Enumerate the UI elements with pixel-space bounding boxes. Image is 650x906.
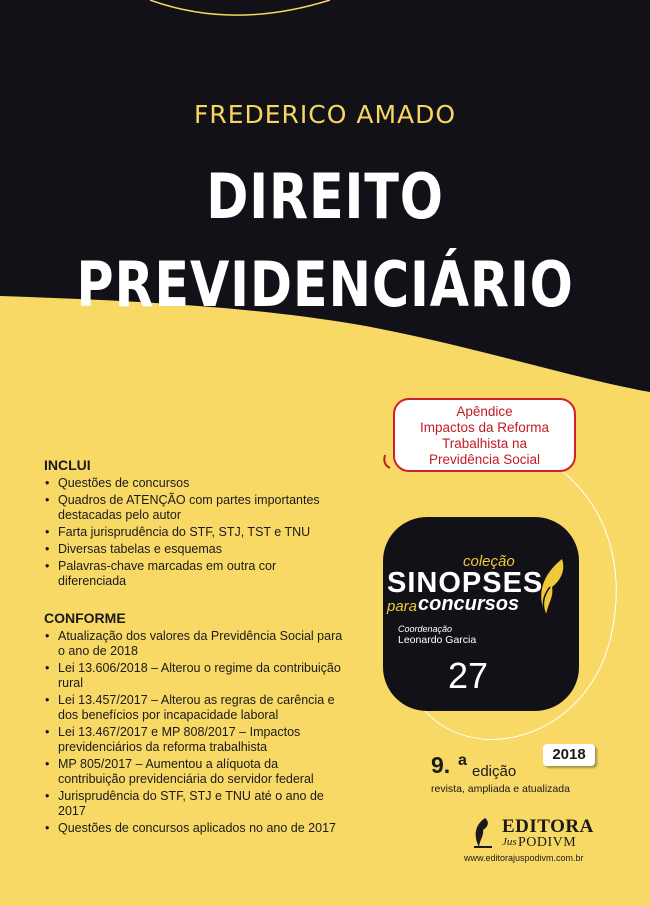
collection-name: SINOPSES — [387, 567, 544, 599]
appendix-line-1: Apêndice — [456, 404, 513, 419]
author-name: FREDERICO AMADO — [193, 100, 457, 129]
appendix-line-2: Impactos da Reforma — [419, 420, 550, 435]
list-item: • Questões de concursos — [44, 476, 344, 491]
coordinator-name: Leonardo Garcia — [398, 634, 477, 646]
title-line-2: PREVIDENCIÁRIO — [76, 248, 574, 321]
conforme-heading: CONFORME — [44, 610, 126, 626]
edition-number: 9. — [431, 752, 451, 778]
list-item: • Lei 13.457/2017 – Alterou as regras de carência e dos benefícios por incapacidade laboral — [44, 693, 344, 723]
collection-concursos: concursos — [418, 593, 520, 615]
list-item: • Questões de concursos aplicados no ano de 2017 — [44, 821, 344, 836]
appendix-line-4: Previdência Social — [428, 452, 541, 467]
conforme-list — [44, 629, 344, 838]
list-item: • Jurisprudência do STF, STJ e TNU até o ano de 2017 — [44, 789, 344, 819]
edition-subtitle: revista, ampliada e atualizada — [431, 783, 570, 795]
publisher-podivm: PODIVM — [518, 835, 577, 850]
inclui-list — [44, 476, 344, 591]
inclui-heading: INCLUI — [44, 457, 91, 473]
title-line-1: DIREITO — [206, 160, 444, 233]
publisher-name: EDITORA — [502, 816, 594, 837]
collection-label: coleção — [463, 553, 515, 570]
edition-word: edição — [472, 763, 517, 780]
list-item: • Quadros de ATENÇÃO com partes importantes destacadas pelo autor — [44, 493, 344, 523]
year-badge: 2018 — [543, 744, 595, 766]
list-item: • Lei 13.606/2018 – Alterou o regime da contribuição rural — [44, 661, 344, 691]
list-item: • Palavras-chave marcadas em outra cor diferenciada — [44, 559, 344, 589]
publisher-jus: Jus — [502, 836, 517, 848]
coordination-label: Coordenação — [398, 624, 453, 634]
flame-icon — [471, 817, 495, 849]
red-swoosh — [384, 455, 390, 468]
list-item: • Diversas tabelas e esquemas — [44, 542, 344, 557]
list-item: • MP 805/2017 – Aumentou a alíquota da contribuição previdenciária do servidor federal — [44, 757, 344, 787]
collection-para: para — [387, 598, 418, 615]
list-item: • Atualização dos valores da Previdência Social para o ano de 2018 — [44, 629, 344, 659]
appendix-badge — [393, 398, 576, 472]
volume-number: 27 — [448, 655, 489, 696]
publisher-url: www.editorajuspodivm.com.br — [464, 853, 584, 863]
appendix-line-3: Trabalhista na — [441, 436, 528, 451]
edition-ordinal: a — [458, 752, 467, 769]
list-item: • Farta jurisprudência do STF, STJ, TST e TNU — [44, 525, 344, 540]
list-item: • Lei 13.467/2017 e MP 808/2017 – Impactos previdenciários da reforma trabalhista — [44, 725, 344, 755]
